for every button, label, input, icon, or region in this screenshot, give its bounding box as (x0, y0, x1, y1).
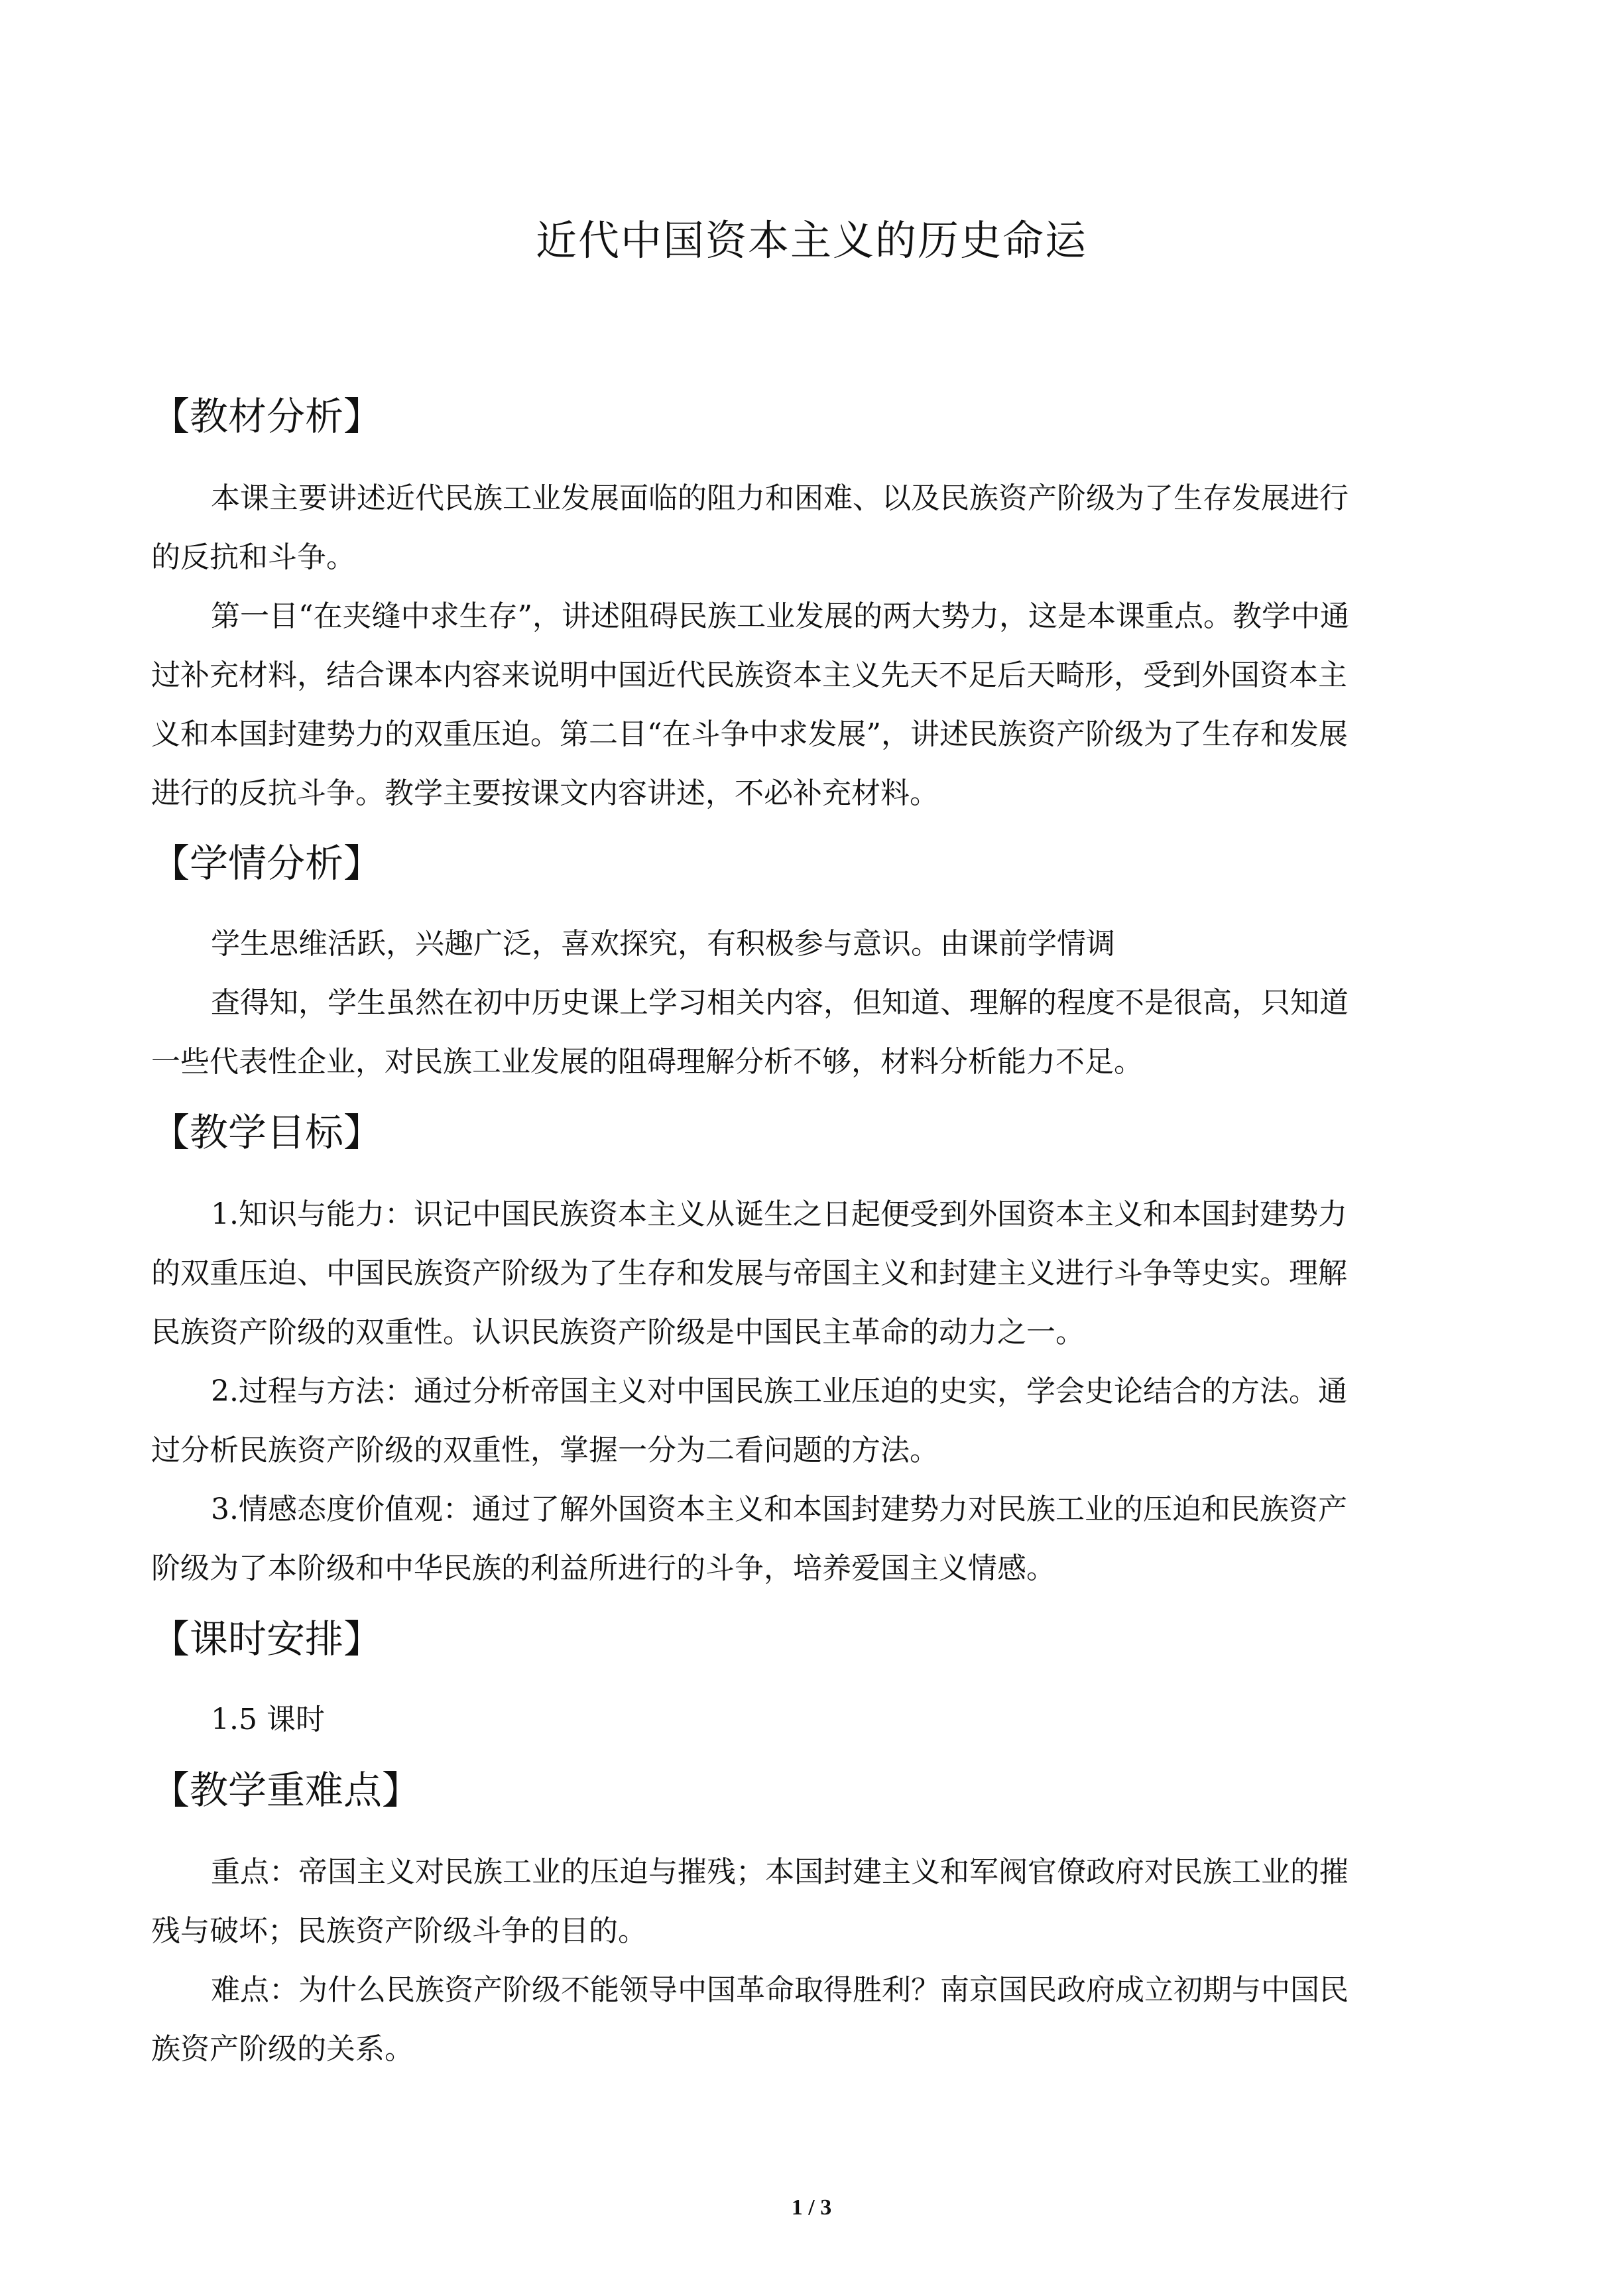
paragraph-line: 1.5 课时 (211, 1703, 325, 1736)
paragraph-line: 重点：帝国主义对民族工业的压迫与摧残；本国封建主义和军阀官僚政府对民族工业的摧 (211, 1855, 1349, 1889)
section-heading-class-hours: 【课时安排】 (151, 1616, 383, 1662)
paragraph-line: 族资产阶级的关系。 (151, 2032, 414, 2066)
paragraph-line: 第一目“在夹缝中求生存”，讲述阻碍民族工业发展的两大势力，这是本课重点。教学中通 (211, 599, 1349, 633)
paragraph-line: 过分析民族资产阶级的双重性，掌握一分为二看问题的方法。 (151, 1433, 939, 1467)
section-heading-student-analysis: 【学情分析】 (151, 841, 383, 886)
section-heading-teaching-objectives: 【教学目标】 (151, 1110, 383, 1155)
paragraph-line: 难点：为什么民族资产阶级不能领导中国革命取得胜利？南京国民政府成立初期与中国民 (211, 1973, 1349, 2007)
paragraph-line: 残与破坏；民族资产阶级斗争的目的。 (151, 1914, 647, 1948)
paragraph-line: 义和本国封建势力的双重压迫。第二目“在斗争中求发展”，讲述民族资产阶级为了生存和发展 (151, 717, 1348, 751)
paragraph-line: 查得知，学生虽然在初中历史课上学习相关内容，但知道、理解的程度不是很高，只知道 (211, 986, 1349, 1020)
section-heading-textbook-analysis: 【教材分析】 (151, 394, 383, 439)
paragraph-line: 进行的反抗斗争。教学主要按课文内容讲述，不必补充材料。 (151, 776, 939, 810)
paragraph-line: 2.过程与方法：通过分析帝国主义对中国民族工业压迫的史实，学会史论结合的方法。通 (211, 1374, 1347, 1408)
section-heading-key-difficult-points: 【教学重难点】 (151, 1768, 421, 1813)
paragraph-line: 的双重压迫、中国民族资产阶级为了生存和发展与帝国主义和封建主义进行斗争等史实。理解 (151, 1256, 1347, 1290)
paragraph-line: 3.情感态度价值观：通过了解外国资本主义和本国封建势力对民族工业的压迫和民族资产 (211, 1492, 1347, 1526)
paragraph-line: 本课主要讲述近代民族工业发展面临的阻力和困难、以及民族资产阶级为了生存发展进行 (211, 481, 1349, 515)
paragraph-line: 一些代表性企业，对民族工业发展的阻碍理解分析不够，材料分析能力不足。 (151, 1045, 1143, 1079)
paragraph-line: 阶级为了本阶级和中华民族的利益所进行的斗争，培养爱国主义情感。 (151, 1551, 1055, 1585)
paragraph-line: 1.知识与能力：识记中国民族资本主义从诞生之日起便受到外国资本主义和本国封建势力 (211, 1197, 1347, 1231)
paragraph-line: 学生思维活跃，兴趣广泛，喜欢探究，有积极参与意识。由课前学情调 (211, 927, 1115, 961)
paragraph-line: 过补充材料，结合课本内容来说明中国近代民族资本主义先天不足后天畸形，受到外国资本主 (151, 658, 1347, 692)
paragraph-line: 的反抗和斗争。 (151, 540, 355, 574)
page-number: 1 / 3 (791, 2195, 832, 2220)
document-title: 近代中国资本主义的历史命运 (535, 216, 1087, 265)
paragraph-line: 民族资产阶级的双重性。认识民族资产阶级是中国民主革命的动力之一。 (151, 1315, 1085, 1349)
